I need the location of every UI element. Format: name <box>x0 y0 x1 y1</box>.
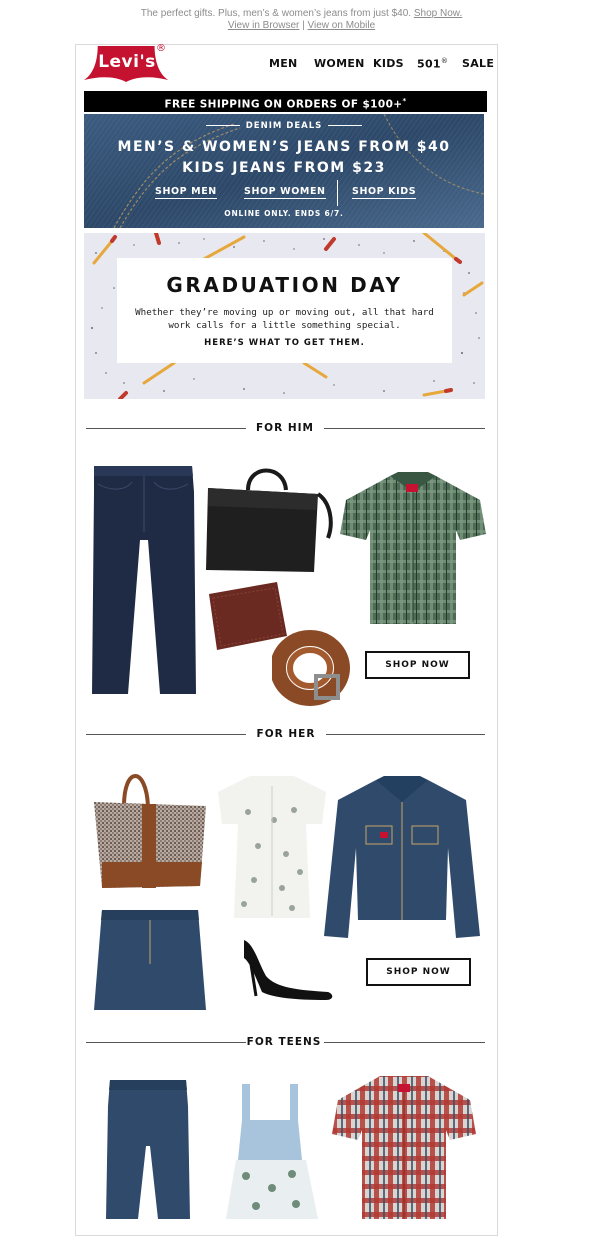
denim-jacket-image[interactable] <box>322 776 482 942</box>
free-shipping-mark: * <box>402 97 407 105</box>
preheader-separator: | <box>302 20 305 31</box>
view-in-browser-link[interactable]: View in Browser <box>227 20 300 31</box>
nav-501[interactable] <box>417 57 448 71</box>
for-him-rule-left <box>86 428 246 429</box>
denim-divider <box>337 180 338 206</box>
nav-sale[interactable]: SALE <box>462 57 495 70</box>
tote-bag-image[interactable] <box>90 766 210 890</box>
denim-eyebrow <box>84 121 484 131</box>
messenger-bag-image[interactable] <box>202 458 336 576</box>
nav-501-mark: ® <box>440 57 449 65</box>
shop-men-link[interactable]: SHOP MEN <box>155 186 217 197</box>
for-teens-heading: FOR TEENS <box>246 1036 322 1048</box>
levis-logo[interactable] <box>84 43 170 82</box>
nav-women[interactable]: WOMEN <box>314 57 365 70</box>
for-him-shop-now-button[interactable]: SHOP NOW <box>365 651 470 679</box>
plaid-shirt-image[interactable] <box>340 470 486 626</box>
for-teens-rule-left <box>86 1042 246 1043</box>
logo-wordmark: Levi's <box>98 52 156 72</box>
graduation-body <box>117 306 452 332</box>
preheader-line1 <box>0 8 603 20</box>
graduation-body-line1: Whether they’re moving up or moving out, all that hard <box>135 307 434 318</box>
free-shipping-banner[interactable] <box>84 91 487 112</box>
preheader-shop-now-link[interactable]: Shop Now. <box>413 8 463 19</box>
preheader-text: The perfect gifts. Plus, men’s & women’s jeans from just $40. <box>140 8 412 19</box>
view-on-mobile-link[interactable]: View on Mobile <box>307 20 376 31</box>
denim-eyebrow-text: DENIM DEALS <box>245 121 323 131</box>
logo-registered-mark: ® <box>156 43 166 54</box>
denim-footnote: ONLINE ONLY. ENDS 6/7. <box>224 209 344 218</box>
denim-deals-banner[interactable] <box>84 114 484 228</box>
denim-skirt-image[interactable] <box>92 906 208 1014</box>
for-her-heading: FOR HER <box>256 728 316 740</box>
for-him-heading: FOR HIM <box>256 422 314 434</box>
free-shipping-text: FREE SHIPPING ON ORDERS OF $100+ <box>164 98 403 111</box>
shop-women-link[interactable]: SHOP WOMEN <box>244 186 326 197</box>
mens-jeans-image[interactable] <box>88 462 200 698</box>
teens-jeans-image[interactable] <box>104 1076 192 1219</box>
for-him-rule-right <box>324 428 485 429</box>
graduation-body-line2: work calls for a little something special. <box>168 320 401 331</box>
for-her-shop-now-button[interactable]: SHOP NOW <box>366 958 471 986</box>
leather-belt-image[interactable] <box>272 626 350 708</box>
for-her-rule-left <box>86 734 246 735</box>
graduation-title: GRADUATION DAY <box>166 273 403 297</box>
shop-kids-link[interactable]: SHOP KIDS <box>352 186 417 197</box>
preheader-line2 <box>0 20 603 32</box>
graduation-cta[interactable]: HERE’S WHAT TO GET THEM. <box>204 338 365 348</box>
for-teens-rule-right <box>324 1042 485 1043</box>
black-heels-image[interactable] <box>236 938 336 1004</box>
nav-501-label: 501 <box>417 57 441 71</box>
nav-men[interactable]: MEN <box>269 57 298 70</box>
nav-kids[interactable]: KIDS <box>373 57 404 70</box>
denim-headline-1: MEN’S & WOMEN’S JEANS FROM $40 <box>117 139 451 155</box>
red-plaid-shirt-image[interactable] <box>332 1072 476 1219</box>
for-her-rule-right <box>326 734 485 735</box>
denim-headline-2: KIDS JEANS FROM $23 <box>182 160 386 176</box>
printed-blouse-image[interactable] <box>214 772 330 922</box>
